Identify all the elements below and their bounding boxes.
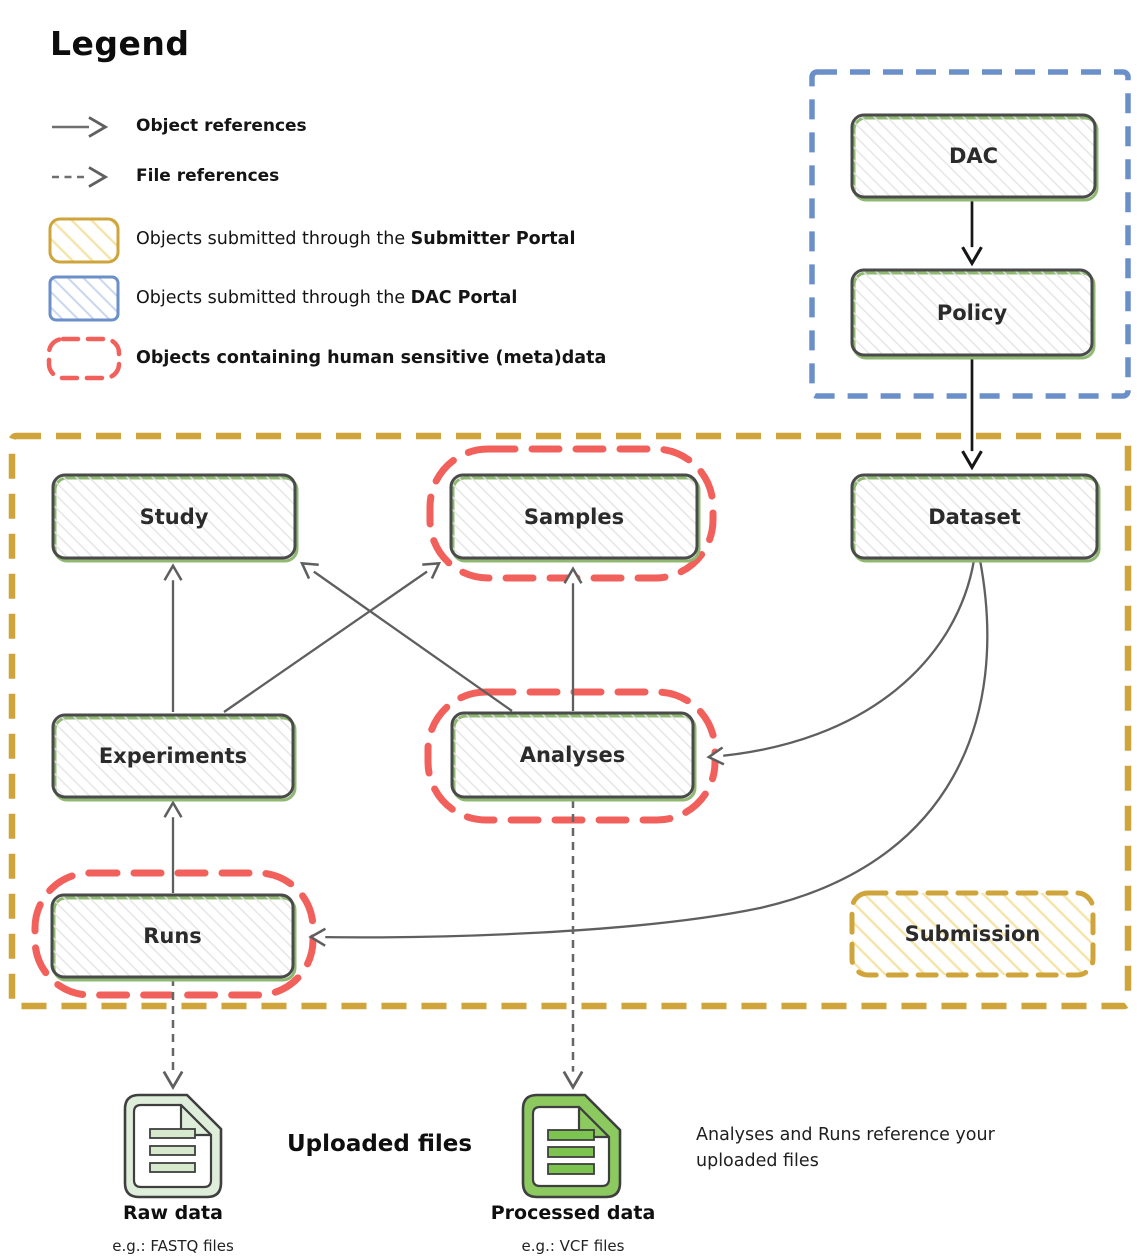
processed-data-file-icon [523, 1095, 620, 1197]
legend-title: Legend [50, 24, 190, 63]
raw-data-file-icon [125, 1095, 221, 1197]
policy-node-label: Policy [936, 300, 1008, 325]
uploaded-files-note: Analyses and Runs reference your uploaded files [696, 1125, 995, 1172]
arrow-experiments-to-samples [224, 564, 438, 712]
legend-submitter-portal-label [136, 229, 575, 249]
submission-node-label: Submission [904, 922, 1041, 946]
raw-data-label: Raw data [123, 1202, 223, 1224]
raw-data-example: e.g.: FASTQ files [112, 1237, 234, 1255]
legend-dac-portal-bold: DAC Portal [410, 288, 518, 308]
legend-dac-portal-prefix: Objects submitted through the [136, 288, 411, 308]
processed-data-example: e.g.: VCF files [521, 1237, 625, 1255]
experiments-node-label: Experiments [98, 744, 248, 768]
arrow-dataset-to-analyses [710, 560, 974, 757]
study-node-label: Study [139, 504, 209, 529]
legend-file-references-label: File references [136, 166, 280, 186]
processed-data-label: Processed data [490, 1202, 656, 1224]
dataset-node-label: Dataset [928, 504, 1021, 529]
uploaded-files-caption: Uploaded files [287, 1131, 473, 1157]
legend-sensitive-swatch [49, 339, 119, 378]
analyses-node-label: Analyses [519, 743, 626, 767]
runs-node-label: Runs [143, 924, 202, 948]
legend-submitter-portal-bold: Submitter Portal [410, 229, 576, 249]
legend-dac-portal-swatch [50, 277, 118, 320]
dac-node-label: DAC [948, 144, 999, 168]
legend-submitter-portal-prefix: Objects submitted through the [136, 229, 411, 249]
samples-node-label: Samples [523, 504, 625, 529]
legend-submitter-portal-swatch [50, 219, 118, 262]
legend-sensitive-label: Objects containing human sensitive (meta)data [136, 348, 607, 368]
legend-object-references-label: Object references [136, 116, 307, 136]
legend-dac-portal-label [136, 288, 517, 308]
